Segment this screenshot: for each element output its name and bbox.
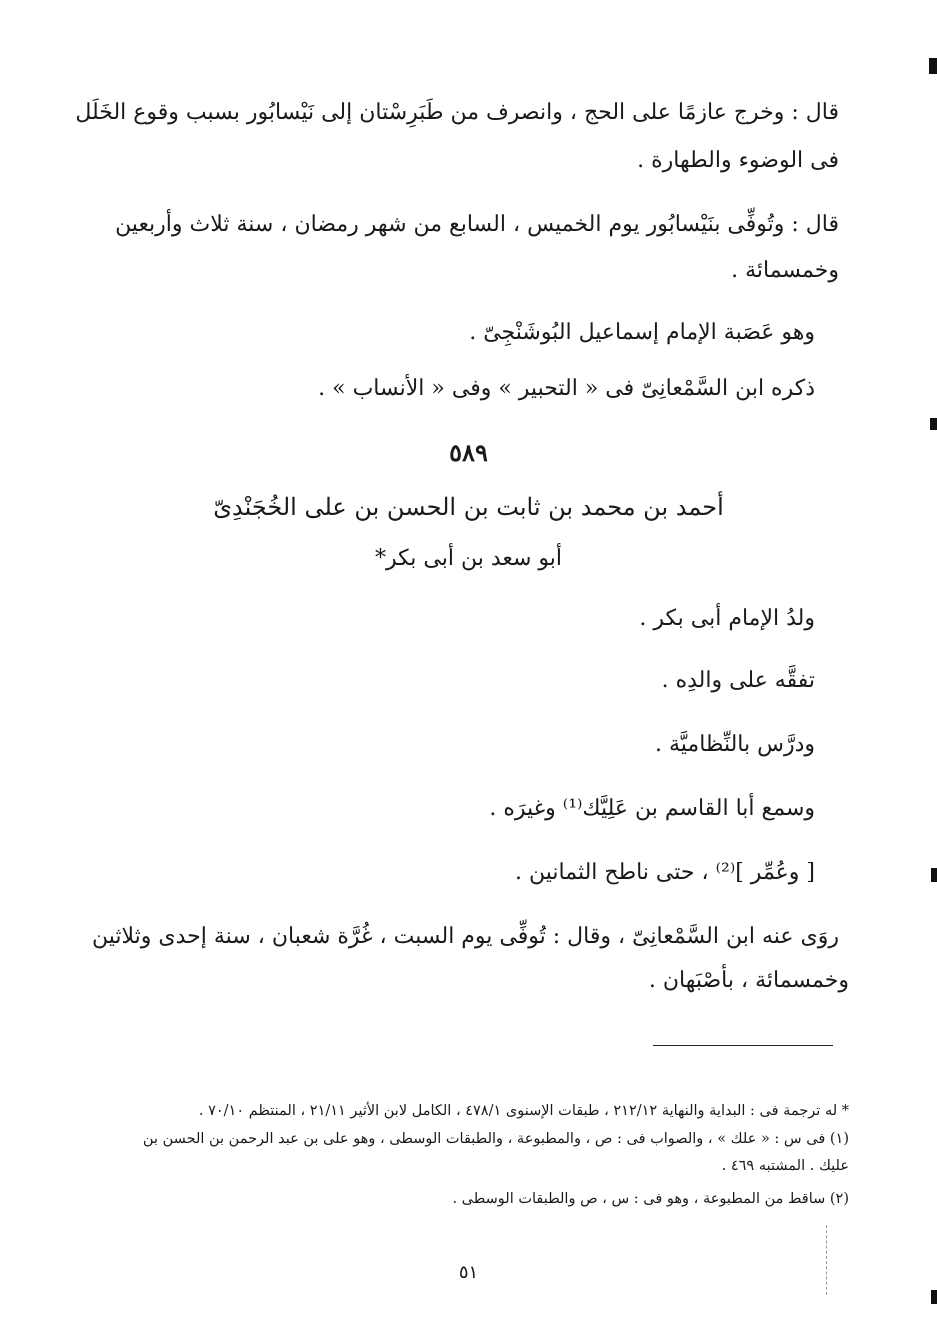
- entry-line-6-part-2: وخمسمائة ، بأصْبَهان .: [648, 968, 849, 993]
- paragraph-2-line-1: قال : وتُوفِّى بنَيْسابُور يوم الخميس ، السابع من شهر رمضان ، سنة ثلاث وأربعين: [115, 212, 839, 237]
- scan-artifact-line: [826, 1225, 827, 1295]
- entry-name: أحمد بن محمد بن ثابت بن الحسن بن على الخُجَنْدِىّ: [213, 493, 724, 521]
- scan-mark-bottom-right: [931, 1290, 937, 1304]
- entry-line-4: وسمع أبا القاسم بن عَلِيَّك⁽¹⁾ وغيرَه .: [489, 796, 815, 821]
- scan-mark-mid-right: [930, 418, 937, 430]
- footnote-1-line-2: عليك . المشتبه ٤٦٩ .: [721, 1158, 849, 1174]
- footnote-2: (٢) ساقط من المطبوعة ، وهو فى : س ، ص والطبقات الوسطى .: [452, 1191, 849, 1207]
- page-number: ٥١: [458, 1262, 479, 1283]
- footnote-1-line-1: (١) فى س : « علك » ، والصواب فى : ص ، والمطبوعة ، والطبقات الوسطى ، وهو على بن عبد الرحمن بن الحسن بن: [142, 1131, 849, 1147]
- entry-line-6-part-1: روَى عنه ابن السَّمْعانِىّ ، وقال : تُوفِّى يوم السبت ، غُرَّة شعبان ، سنة إحدى وثلاثين: [92, 924, 839, 949]
- footnote-star: * له ترجمة فى : البداية والنهاية ٢١٢/١٢ ، طبقات الإسنوى ٤٧٨/١ ، الكامل لابن الأثير ٢١/١١ ، المنتظم ٧٠/١٠ .: [198, 1103, 849, 1119]
- entry-line-5: [ وعُمِّر ]⁽²⁾ ، حتى ناطح الثمانين .: [515, 860, 815, 885]
- paragraph-4: ذكره ابن السَّمْعانِىّ فى « التحبير » وفى « الأنساب » .: [318, 376, 815, 401]
- paragraph-2-line-2: وخمسمائة .: [731, 258, 839, 283]
- entry-line-1: ولدُ الإمام أبى بكر .: [639, 606, 815, 631]
- entry-line-3: ودرَّس بالنِّظاميَّة .: [654, 732, 815, 757]
- footnote-separator: [653, 1045, 833, 1046]
- scan-mark-low-right: [931, 868, 937, 882]
- paragraph-1-line-1: قال : وخرج عازمًا على الحج ، وانصرف من طَبَرِسْتان إلى نَيْسابُور بسبب وقوع الخَلَل: [75, 100, 839, 125]
- entry-kunya: أبو سعد بن أبى بكر*: [374, 546, 563, 571]
- paragraph-3: وهو عَصَبة الإمام إسماعيل البُوشَنْجِىّ .: [469, 320, 815, 345]
- paragraph-1-line-2: فى الوضوء والطهارة .: [637, 148, 839, 173]
- scan-mark-top-right: [929, 58, 937, 74]
- entry-number: ٥٨٩: [449, 438, 488, 467]
- entry-line-2: تفقَّه على والدِه .: [661, 668, 815, 693]
